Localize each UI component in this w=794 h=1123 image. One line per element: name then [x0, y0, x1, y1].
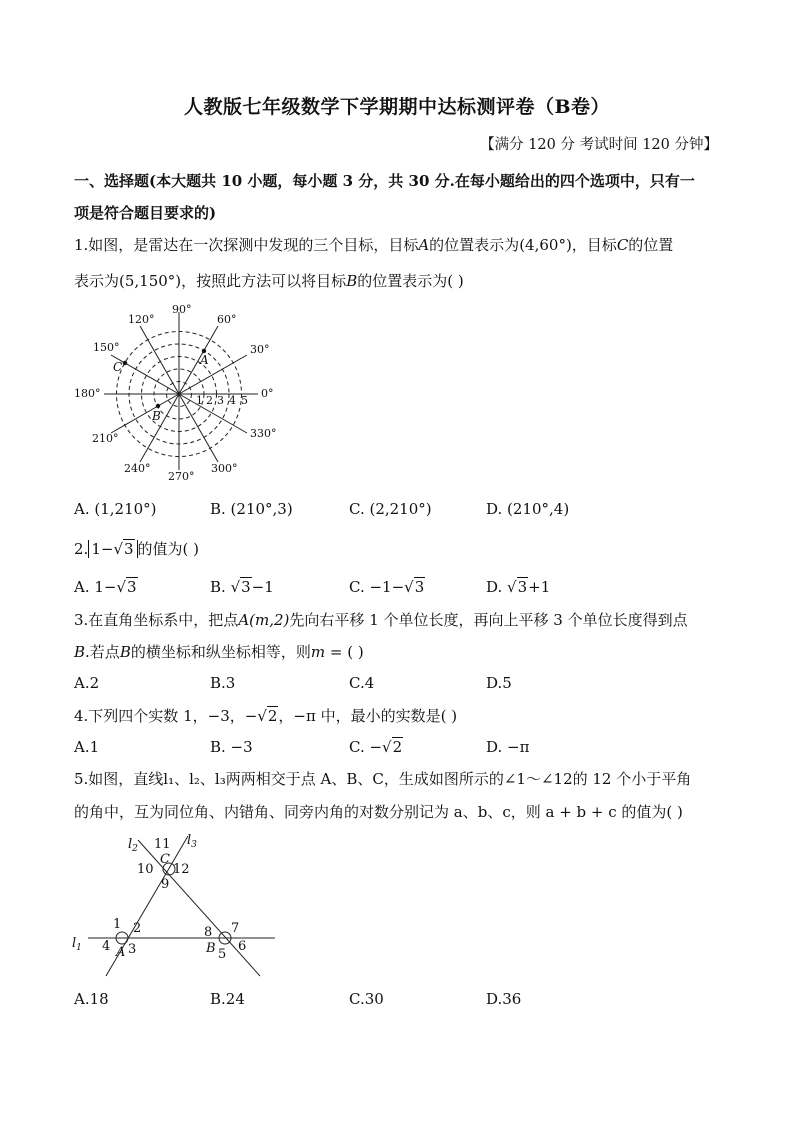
ring-number: 1	[196, 394, 203, 407]
q1-text: 的位置	[628, 236, 674, 254]
q2-option-label: B.	[210, 578, 231, 596]
q1-point-b: B	[346, 272, 358, 290]
q2-option-radicand: 3	[517, 578, 528, 596]
ray-60	[179, 326, 218, 394]
target-b-dot	[156, 404, 160, 408]
q1-coord-a: (4,60°)	[519, 236, 572, 254]
angle-label: 0°	[261, 387, 274, 400]
angle-label: 210°	[92, 432, 119, 445]
q5-stem-line2: 的角中，互为同位角、内错角、同旁内角的对数分别记为 a、b、c，则 a + b + c 的值为( )	[74, 803, 683, 821]
ring-number: 2	[206, 394, 213, 407]
q1-text: 1.如图，是雷达在一次探测中发现的三个目标，目标	[74, 236, 419, 254]
point-a-label: A	[116, 945, 126, 960]
angle-label: 240°	[124, 462, 151, 475]
q3-text: 3.在直角坐标系中，把点	[74, 611, 239, 629]
angle-7-label: 7	[231, 921, 240, 936]
ray-330	[179, 394, 247, 433]
target-c-label: C	[113, 360, 123, 374]
angle-label: 90°	[172, 303, 192, 316]
line-l2	[138, 840, 260, 976]
q1-stem-line1	[74, 234, 673, 255]
q2-abs-expression	[88, 540, 137, 558]
q2-option-c[interactable]	[349, 578, 425, 596]
angle-10-label: 10	[137, 862, 154, 877]
angle-5-label: 5	[218, 947, 227, 962]
angle-12-label: 12	[173, 862, 190, 877]
ray-210	[111, 394, 179, 433]
sqrt-icon: √	[382, 738, 392, 756]
q3-option-b[interactable]: B.3	[210, 674, 236, 692]
q3-point-b: B	[119, 643, 131, 661]
point-b-label: B	[206, 941, 216, 956]
q2-number: 2.	[74, 540, 89, 558]
angle-label: 300°	[211, 462, 238, 475]
q1-option-c[interactable]: C. (2,210°)	[349, 500, 432, 518]
q5-option-c[interactable]: C.30	[349, 990, 384, 1008]
line-l3-label: $l_3$	[187, 833, 197, 850]
sqrt-icon: √	[116, 578, 127, 596]
q1-text: ，目标	[571, 236, 617, 254]
q1-point-c: C	[616, 236, 629, 254]
q1-text: 的位置表示为	[429, 236, 520, 254]
ray-240	[140, 394, 179, 462]
angle-8-label: 8	[204, 925, 213, 940]
q2-option-b[interactable]	[210, 578, 274, 596]
q1-option-b[interactable]: B. (210°,3)	[210, 500, 293, 518]
q2-stem	[74, 538, 199, 559]
q1-text: ，按照此方法可以将目标	[181, 272, 347, 290]
section-heading-line1: 一、选择题(本大题共 10 小题，每小题 3 分，共 30 分.在每小题给出的四个选项中，只有一	[74, 172, 695, 190]
point-c-label: C	[160, 852, 170, 867]
q1-text: 的位置表示为( )	[357, 272, 464, 290]
page-title: 人教版七年级数学下学期期中达标测评卷（B卷）	[183, 96, 611, 118]
line-l1-label: $l_1$	[72, 936, 82, 953]
angle-label: 60°	[217, 313, 237, 326]
sqrt-icon: √	[404, 578, 414, 596]
q2-option-radicand: 3	[127, 578, 137, 596]
angle-label: 30°	[250, 343, 270, 356]
q2-radicand: 3	[124, 540, 134, 558]
sqrt-icon: √	[113, 540, 123, 558]
q2-option-tail: +1	[528, 578, 551, 596]
angle-9-label: 9	[161, 877, 170, 892]
sqrt-icon: √	[257, 707, 267, 725]
ring-number: 3	[217, 394, 224, 407]
q4-stem	[74, 705, 457, 726]
q5-stem-line1: 5.如图，直线l₁、l₂、l₃两两相交于点 A、B、C，生成如图所示的∠1～∠12的 12 个小于平角	[74, 770, 692, 788]
q3-stem-line1	[74, 609, 688, 630]
radar-figure	[74, 298, 290, 488]
exam-meta: 【满分 120 分 考试时间 120 分钟】	[480, 137, 718, 153]
angle-label: 180°	[74, 387, 101, 400]
q3-text: .若点	[85, 643, 120, 661]
q1-coord-c: (5,150°)	[119, 272, 182, 290]
q2-option-label: D.	[486, 578, 508, 596]
q3-text: = ( )	[325, 643, 364, 661]
ray-30	[179, 355, 247, 394]
q2-option-label: A. 1−	[74, 578, 117, 596]
q5-option-a[interactable]: A.18	[74, 990, 109, 1008]
q3-point-a: A	[238, 611, 250, 629]
q2-text: 的值为( )	[137, 540, 200, 558]
ring-number: 5	[241, 394, 248, 407]
q1-stem-line2	[74, 270, 464, 291]
line-l2-label: $l_2$	[128, 837, 138, 854]
angle-label: 270°	[168, 470, 195, 483]
intersecting-lines-figure	[70, 828, 285, 988]
q1-option-a[interactable]: A. (1,210°)	[74, 500, 157, 518]
q4-option-c[interactable]	[349, 738, 403, 756]
angle-2-label: 2	[133, 921, 142, 936]
q3-coord: (m,2)	[249, 611, 290, 629]
target-c-dot	[123, 361, 127, 365]
q3-option-d[interactable]: D.5	[486, 674, 512, 692]
q2-expr-part: 1−	[91, 540, 114, 558]
angle-6-label: 6	[238, 939, 247, 954]
q4-option-d[interactable]: D. −π	[486, 738, 530, 756]
q3-option-a[interactable]: A.2	[74, 674, 100, 692]
q2-option-radicand: 3	[414, 578, 425, 596]
q3-option-c[interactable]: C.4	[349, 674, 375, 692]
q3-stem-line2	[74, 641, 364, 662]
sqrt-icon: √	[230, 578, 241, 596]
q4-option-label: C. −	[349, 738, 383, 756]
radar-rays	[104, 312, 258, 470]
q3-text: 的横坐标和纵坐标相等，则	[130, 643, 311, 661]
angle-label: 120°	[128, 313, 155, 326]
q3-text: 先向右平移 1 个单位长度，再向上平移 3 个单位长度得到点	[289, 611, 688, 629]
q5-option-b[interactable]: B.24	[210, 990, 245, 1008]
angle-1-label: 1	[113, 917, 122, 932]
sqrt-icon: √	[507, 578, 517, 596]
q3-point-b: B	[74, 643, 86, 661]
angle-3-label: 3	[128, 942, 137, 957]
q2-option-a[interactable]	[74, 578, 138, 596]
q2-option-label: C. −1−	[349, 578, 405, 596]
q2-option-tail: −1	[251, 578, 274, 596]
target-b-label: B	[152, 409, 161, 423]
q3-var-m: m	[310, 643, 326, 661]
q5-option-d[interactable]: D.36	[486, 990, 522, 1008]
angle-label: 150°	[93, 341, 120, 354]
angle-11-label: 11	[154, 837, 171, 852]
angle-4-label: 4	[102, 939, 111, 954]
ray-120	[140, 326, 179, 394]
q4-option-radicand: 2	[392, 738, 403, 756]
q2-option-radicand: 3	[241, 578, 251, 596]
q4-text: 4.下列四个实数 1，−3，−	[74, 707, 258, 725]
q4-option-b[interactable]: B. −3	[210, 738, 253, 756]
angle-label: 330°	[250, 427, 277, 440]
q1-text: 表示为	[74, 272, 120, 290]
q4-text: ，−π 中，最小的实数是( )	[278, 707, 458, 725]
q1-point-a: A	[418, 236, 430, 254]
ring-number: 4	[229, 394, 236, 407]
target-a-label: A	[200, 353, 209, 367]
section-heading-line2: 项是符合题目要求的)	[74, 204, 217, 222]
q4-option-a[interactable]: A.1	[74, 738, 100, 756]
q1-option-d[interactable]: D. (210°,4)	[486, 500, 570, 518]
q2-option-d[interactable]	[486, 578, 550, 596]
q4-radicand: 2	[267, 707, 278, 725]
